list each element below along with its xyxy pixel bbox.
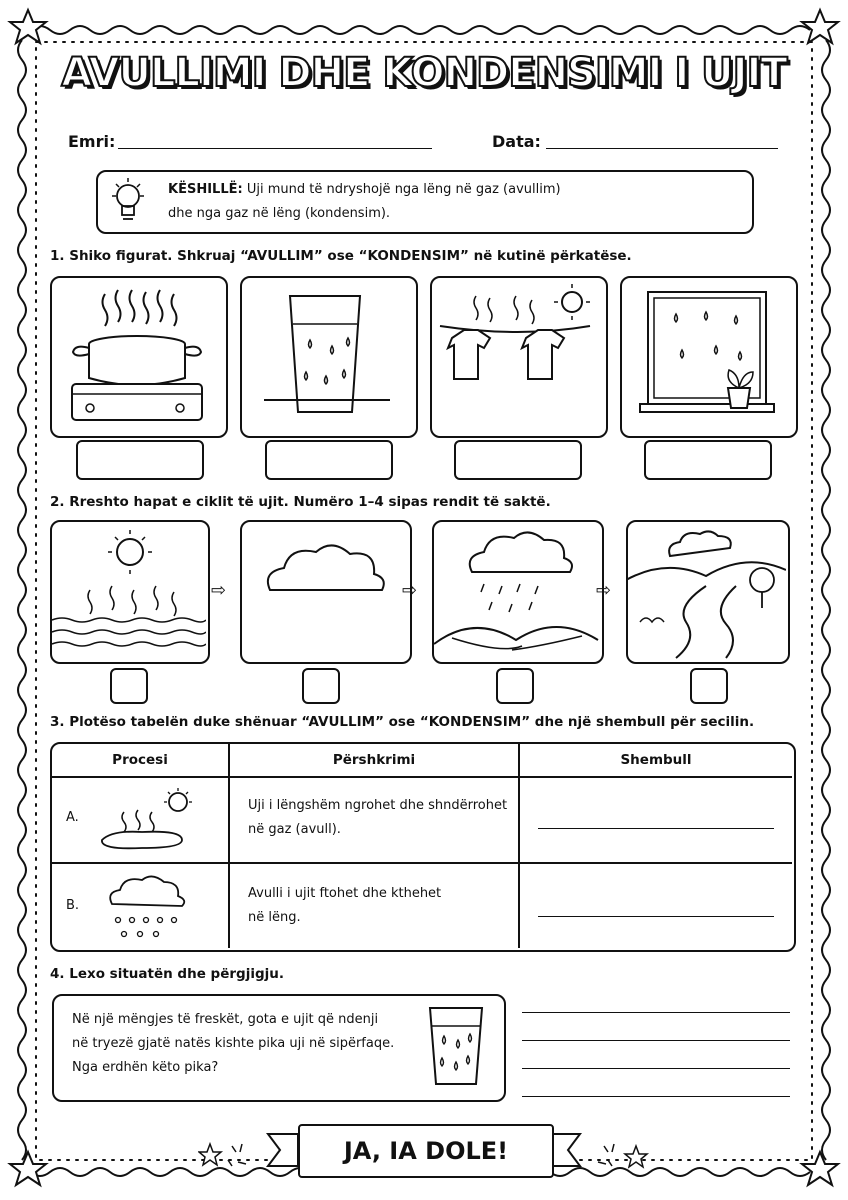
- q2-number-box-4[interactable]: [690, 668, 728, 704]
- q1-answer-box-2[interactable]: [265, 440, 393, 480]
- q3-header-description: Përshkrimi: [332, 752, 416, 768]
- q3-row-b-desc-1: Avulli i ujit ftohet dhe kthehet: [248, 886, 442, 901]
- cloud-icon: [240, 520, 408, 660]
- q2-instruction: 2. Rreshto hapat e ciklit të ujit. Numëro 1–4 sipas rendit të saktë.: [50, 494, 551, 510]
- glass-with-drops-icon: [424, 1004, 490, 1090]
- star-icon: [802, 1152, 838, 1185]
- q3-table-col-divider: [518, 744, 520, 948]
- name-field[interactable]: [118, 148, 432, 149]
- tip-text-1: Uji mund të ndryshojë nga lëng në gaz (avullim): [246, 182, 561, 197]
- q4-scenario-line-3: Nga erdhën këto pika?: [72, 1060, 219, 1075]
- q3-row-a-desc-1: Uji i lëngshëm ngrohet dhe shndërrohet: [248, 798, 508, 813]
- q3-table-row-divider: [52, 862, 792, 864]
- date-label: Data:: [492, 132, 541, 151]
- rain-cloud-icon: [100, 868, 200, 944]
- tip-line-1: [168, 178, 561, 202]
- q1-answer-box-1[interactable]: [76, 440, 204, 480]
- q2-number-box-1[interactable]: [110, 668, 148, 704]
- q3-instruction: 3. Plotëso tabelën duke shënuar “AVULLIM” ose “KONDENSIM” dhe një shembull për secilin.: [50, 714, 755, 730]
- name-label: Emri:: [68, 132, 116, 151]
- q4-instruction: 4. Lexo situatën dhe përgjigju.: [50, 966, 284, 982]
- star-icon: [802, 10, 838, 43]
- steaming-pot-icon: [50, 276, 224, 434]
- star-icon: [10, 1152, 46, 1185]
- q3-row-b-letter: B.: [66, 898, 80, 913]
- q3-header-process: Procesi: [112, 752, 168, 768]
- q3-row-b-example-field[interactable]: [538, 916, 774, 917]
- cold-glass-icon: [240, 276, 414, 434]
- q4-scenario-line-2: në tryezë gjatë natës kishte pika uji në sipërfaqe.: [72, 1036, 395, 1051]
- puddle-sun-icon: [94, 786, 204, 856]
- q4-answer-line-3[interactable]: [522, 1068, 790, 1069]
- arrow-right-icon: ⇨: [402, 580, 418, 601]
- arrow-right-icon: ⇨: [211, 580, 227, 601]
- date-field[interactable]: [546, 148, 778, 149]
- q4-answer-line-4[interactable]: [522, 1096, 790, 1097]
- sparkle-stars-icon: [590, 1138, 650, 1178]
- q4-answer-line-2[interactable]: [522, 1040, 790, 1041]
- star-icon: [10, 10, 46, 43]
- foggy-window-icon: [620, 276, 794, 434]
- tip-text-2: dhe nga gaz në lëng (kondensim).: [168, 206, 391, 221]
- tip-label: KËSHILLË:: [168, 182, 243, 197]
- q3-row-a-letter: A.: [66, 810, 79, 825]
- q2-number-box-3[interactable]: [496, 668, 534, 704]
- q3-row-a-example-field[interactable]: [538, 828, 774, 829]
- q3-row-a-desc-2: në gaz (avull).: [248, 822, 341, 837]
- arrow-right-icon: ⇨: [596, 580, 612, 601]
- rain-cloud-icon: [432, 520, 600, 660]
- q4-scenario-line-1: Në një mëngjes të freskët, gota e ujit që ndenji: [72, 1012, 379, 1027]
- q1-answer-box-3[interactable]: [454, 440, 582, 480]
- q1-answer-box-4[interactable]: [644, 440, 772, 480]
- q2-number-box-2[interactable]: [302, 668, 340, 704]
- footer-banner: JA, IA DOLE!: [298, 1124, 554, 1178]
- sparkle-stars-icon: [198, 1138, 258, 1178]
- q3-table-header-divider: [52, 776, 792, 778]
- river-landscape-icon: [626, 520, 786, 660]
- sun-over-water-icon: [50, 520, 206, 660]
- q3-table-col-divider: [228, 744, 230, 948]
- page-title: AVULLIMI DHE KONDENSIMI I UJIT: [61, 50, 787, 96]
- drying-clothes-icon: [430, 276, 604, 434]
- q3-row-b-desc-2: në lëng.: [248, 910, 301, 925]
- lightbulb-icon: [108, 176, 148, 226]
- q1-instruction: 1. Shiko figurat. Shkruaj “AVULLIM” ose “KONDENSIM” në kutinë përkatëse.: [50, 248, 632, 264]
- q3-header-example: Shembull: [620, 752, 692, 768]
- q4-answer-line-1[interactable]: [522, 1012, 790, 1013]
